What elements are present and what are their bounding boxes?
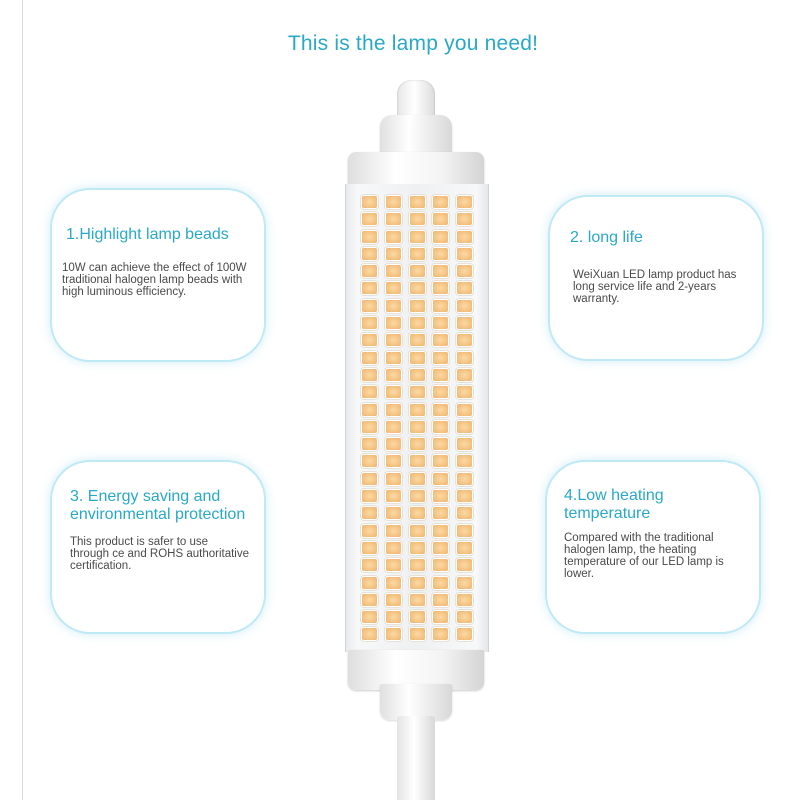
- led-bead: [433, 611, 448, 623]
- led-bead: [433, 282, 448, 294]
- led-bead: [410, 594, 425, 606]
- led-bead: [410, 265, 425, 277]
- led-bead: [362, 196, 377, 208]
- led-bead: [410, 386, 425, 398]
- led-bead: [457, 577, 472, 589]
- led-bead: [433, 248, 448, 260]
- led-bead: [410, 438, 425, 450]
- led-bead: [433, 404, 448, 416]
- led-bead: [457, 248, 472, 260]
- led-bead: [362, 542, 377, 554]
- lamp-bottom-pin: [397, 716, 435, 800]
- lamp-bead-grid: [362, 194, 474, 644]
- led-bead: [362, 404, 377, 416]
- led-bead: [362, 525, 377, 537]
- led-bead: [433, 334, 448, 346]
- led-bead: [410, 352, 425, 364]
- led-bead: [386, 352, 401, 364]
- led-bead: [410, 369, 425, 381]
- led-bead: [457, 369, 472, 381]
- led-bead: [457, 594, 472, 606]
- lamp-top-endcap: [348, 152, 484, 188]
- led-bead: [410, 628, 425, 640]
- feature-card-body: WeiXuan LED lamp product has long service life and 2-years warranty.: [573, 269, 737, 305]
- led-bead: [386, 490, 401, 502]
- led-bead: [457, 196, 472, 208]
- led-bead: [362, 507, 377, 519]
- led-bead: [433, 317, 448, 329]
- led-bead: [362, 386, 377, 398]
- feature-card-body: This product is safer to use through ce and ROHS authoritative certification.: [70, 536, 249, 572]
- led-bead: [362, 594, 377, 606]
- led-bead: [457, 507, 472, 519]
- led-bead: [410, 196, 425, 208]
- led-bead: [386, 628, 401, 640]
- feature-card-highlight-beads: [50, 188, 266, 362]
- led-bead: [362, 317, 377, 329]
- led-bead: [386, 231, 401, 243]
- led-bead: [433, 490, 448, 502]
- led-bead: [433, 196, 448, 208]
- led-bead: [433, 455, 448, 467]
- led-lamp-illustration: [340, 80, 490, 800]
- led-bead: [410, 317, 425, 329]
- led-bead: [457, 559, 472, 571]
- led-bead: [362, 248, 377, 260]
- led-bead: [362, 559, 377, 571]
- feature-card-long-life: [548, 195, 764, 361]
- led-bead: [433, 628, 448, 640]
- led-bead: [362, 265, 377, 277]
- led-bead: [410, 334, 425, 346]
- led-bead: [433, 507, 448, 519]
- led-bead: [457, 490, 472, 502]
- led-bead: [410, 300, 425, 312]
- led-bead: [433, 438, 448, 450]
- led-bead: [386, 317, 401, 329]
- feature-card-body: Compared with the traditional halogen lamp, the heating temperature of our LED lamp is lower.: [564, 532, 724, 580]
- led-bead: [410, 577, 425, 589]
- feature-card-title: 3. Energy saving and environmental protection: [70, 488, 246, 523]
- led-bead: [386, 386, 401, 398]
- led-bead: [433, 369, 448, 381]
- led-bead: [433, 352, 448, 364]
- led-bead: [457, 352, 472, 364]
- led-bead: [386, 282, 401, 294]
- led-bead: [386, 507, 401, 519]
- led-bead: [433, 231, 448, 243]
- led-bead: [362, 300, 377, 312]
- led-bead: [457, 334, 472, 346]
- led-bead: [410, 213, 425, 225]
- led-bead: [386, 300, 401, 312]
- led-bead: [362, 438, 377, 450]
- led-bead: [362, 213, 377, 225]
- led-bead: [433, 594, 448, 606]
- feature-card-energy-saving: [50, 460, 266, 634]
- led-bead: [386, 473, 401, 485]
- led-bead: [457, 611, 472, 623]
- led-bead: [410, 248, 425, 260]
- led-bead: [433, 386, 448, 398]
- led-bead: [410, 404, 425, 416]
- led-bead: [386, 438, 401, 450]
- led-bead: [457, 231, 472, 243]
- feature-card-title: 1.Highlight lamp beads: [66, 226, 229, 243]
- led-bead: [433, 213, 448, 225]
- led-bead: [457, 213, 472, 225]
- led-bead: [386, 421, 401, 433]
- led-bead: [362, 352, 377, 364]
- led-bead: [457, 386, 472, 398]
- led-bead: [457, 542, 472, 554]
- led-bead: [386, 369, 401, 381]
- led-bead: [386, 334, 401, 346]
- lamp-bottom-collar: [380, 684, 452, 720]
- led-bead: [386, 611, 401, 623]
- led-bead: [410, 421, 425, 433]
- led-bead: [433, 542, 448, 554]
- led-bead: [386, 594, 401, 606]
- led-bead: [457, 421, 472, 433]
- led-bead: [410, 559, 425, 571]
- led-bead: [362, 455, 377, 467]
- feature-card-low-heating: [545, 460, 761, 634]
- led-bead: [362, 628, 377, 640]
- led-bead: [457, 282, 472, 294]
- led-bead: [386, 559, 401, 571]
- led-bead: [386, 577, 401, 589]
- led-bead: [433, 559, 448, 571]
- led-bead: [386, 213, 401, 225]
- led-bead: [410, 282, 425, 294]
- led-bead: [433, 577, 448, 589]
- led-bead: [362, 421, 377, 433]
- led-bead: [362, 334, 377, 346]
- led-bead: [410, 507, 425, 519]
- led-bead: [362, 282, 377, 294]
- led-bead: [410, 473, 425, 485]
- led-bead: [410, 455, 425, 467]
- led-bead: [457, 473, 472, 485]
- led-bead: [362, 369, 377, 381]
- page-edge-line: [22, 0, 23, 800]
- led-bead: [362, 473, 377, 485]
- led-bead: [362, 611, 377, 623]
- led-bead: [457, 300, 472, 312]
- led-bead: [410, 525, 425, 537]
- led-bead: [386, 542, 401, 554]
- led-bead: [386, 525, 401, 537]
- led-bead: [386, 248, 401, 260]
- led-bead: [457, 265, 472, 277]
- led-bead: [457, 628, 472, 640]
- led-bead: [433, 473, 448, 485]
- led-bead: [386, 196, 401, 208]
- led-bead: [410, 231, 425, 243]
- led-bead: [386, 404, 401, 416]
- led-bead: [410, 490, 425, 502]
- led-bead: [433, 525, 448, 537]
- led-bead: [386, 265, 401, 277]
- feature-card-title: 2. long life: [570, 229, 643, 246]
- led-bead: [386, 455, 401, 467]
- led-bead: [362, 231, 377, 243]
- feature-card-title: 4.Low heating temperature: [564, 487, 664, 522]
- lamp-tube: [345, 184, 489, 652]
- led-bead: [362, 577, 377, 589]
- led-bead: [433, 300, 448, 312]
- led-bead: [433, 265, 448, 277]
- led-bead: [410, 542, 425, 554]
- led-bead: [457, 404, 472, 416]
- led-bead: [410, 611, 425, 623]
- led-bead: [457, 317, 472, 329]
- led-bead: [362, 490, 377, 502]
- led-bead: [433, 421, 448, 433]
- lamp-top-pin: [397, 80, 435, 120]
- led-bead: [457, 525, 472, 537]
- led-bead: [457, 438, 472, 450]
- led-bead: [457, 455, 472, 467]
- page-headline: This is the lamp you need!: [287, 32, 539, 55]
- feature-card-body: 10W can achieve the effect of 100W traditional halogen lamp beads with high luminous efficiency.: [62, 262, 247, 298]
